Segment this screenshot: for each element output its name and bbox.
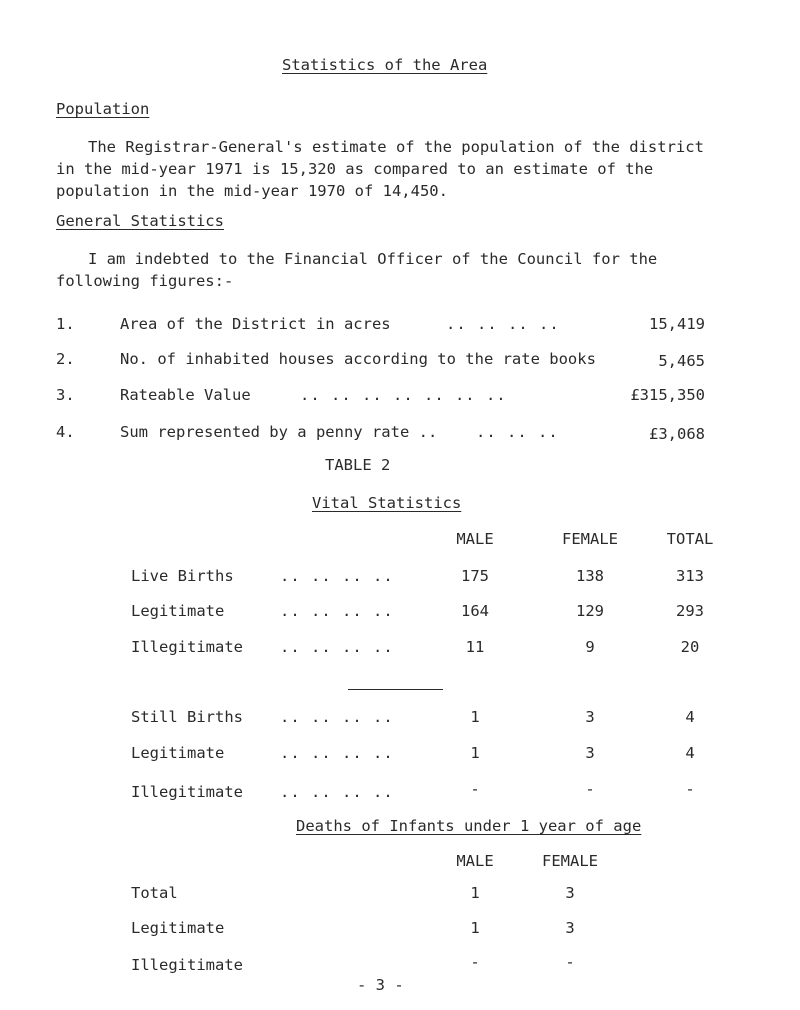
cell-female: 9 — [585, 638, 595, 656]
infants-row-label: Total — [131, 884, 178, 902]
section-divider — [348, 689, 443, 690]
cell-total: 313 — [676, 567, 704, 585]
cell-total: 4 — [685, 744, 695, 762]
cell-total: 4 — [685, 708, 695, 726]
cell-male: 164 — [461, 602, 489, 620]
row-dots: .. .. .. .. — [280, 708, 394, 726]
row-dots: .. .. .. .. — [280, 744, 394, 762]
cell-female: 138 — [576, 567, 604, 585]
item-value: £315,350 — [630, 386, 705, 404]
row-dots: .. .. .. .. — [280, 602, 394, 620]
population-line-2: in the mid-year 1971 is 15,320 as compared to an estimate of the — [56, 160, 654, 178]
row-dots: .. .. .. .. — [280, 567, 394, 585]
item-label: Sum represented by a penny rate .. — [120, 423, 438, 441]
row-label: Legitimate — [131, 602, 225, 620]
cell-total: 20 — [680, 638, 700, 656]
cell-total: 293 — [676, 602, 704, 620]
cell-male: 11 — [465, 638, 485, 656]
column-header-female: FEMALE — [562, 530, 618, 548]
item-number: 1. — [56, 315, 75, 333]
cell-total: - — [685, 780, 695, 798]
population-line-1: The Registrar-General's estimate of the population of the district — [88, 138, 704, 156]
infants-row-label: Illegitimate — [131, 956, 243, 974]
row-dots: .. .. .. .. — [280, 783, 394, 801]
infants-cell-male: - — [470, 953, 480, 971]
cell-female: 3 — [585, 744, 595, 762]
cell-male: 1 — [470, 744, 480, 762]
table-label: TABLE 2 — [325, 456, 391, 474]
item-label: Area of the District in acres — [120, 315, 391, 333]
population-line-3: population in the mid-year 1970 of 14,450. — [56, 182, 448, 200]
column-header-total: TOTAL — [666, 530, 714, 548]
item-number: 2. — [56, 350, 75, 368]
page-title: Statistics of the Area — [282, 56, 488, 74]
item-value: 5,465 — [658, 352, 705, 370]
cell-male: 175 — [461, 567, 489, 585]
table-subtitle: Vital Statistics — [312, 494, 462, 512]
infants-column-female: FEMALE — [542, 852, 598, 870]
general-heading: General Statistics — [56, 212, 224, 230]
item-value: £3,068 — [649, 425, 705, 443]
cell-female: 3 — [585, 708, 595, 726]
infants-cell-female: 3 — [565, 919, 575, 937]
item-label: No. of inhabited houses according to the rate books — [120, 350, 596, 368]
row-label: Legitimate — [131, 744, 225, 762]
item-dots: .. .. .. — [476, 423, 559, 441]
general-intro-1: I am indebted to the Financial Officer of the Council for the — [88, 250, 658, 268]
infants-row-label: Legitimate — [131, 919, 225, 937]
item-dots: .. .. .. .. — [446, 315, 560, 333]
item-label: Rateable Value — [120, 386, 251, 404]
cell-female: - — [585, 780, 595, 798]
infants-cell-female: - — [565, 953, 575, 971]
infants-column-male: MALE — [456, 852, 494, 870]
cell-male: 1 — [470, 708, 480, 726]
row-label: Live Births — [131, 567, 234, 585]
item-dots: .. .. .. .. .. .. .. — [300, 386, 507, 404]
cell-female: 129 — [576, 602, 604, 620]
row-label: Illegitimate — [131, 783, 243, 801]
item-value: 15,419 — [649, 315, 705, 333]
infants-cell-male: 1 — [470, 919, 480, 937]
item-number: 3. — [56, 386, 75, 404]
cell-male: - — [470, 780, 480, 798]
column-header-male: MALE — [456, 530, 494, 548]
population-heading: Population — [56, 100, 150, 118]
infants-cell-male: 1 — [470, 884, 480, 902]
item-number: 4. — [56, 423, 75, 441]
general-intro-2: following figures:- — [56, 272, 234, 290]
infants-heading: Deaths of Infants under 1 year of age — [296, 817, 642, 835]
row-label: Illegitimate — [131, 638, 243, 656]
row-dots: .. .. .. .. — [280, 638, 394, 656]
page-number: - 3 - — [357, 976, 404, 994]
infants-cell-female: 3 — [565, 884, 575, 902]
row-label: Still Births — [131, 708, 243, 726]
